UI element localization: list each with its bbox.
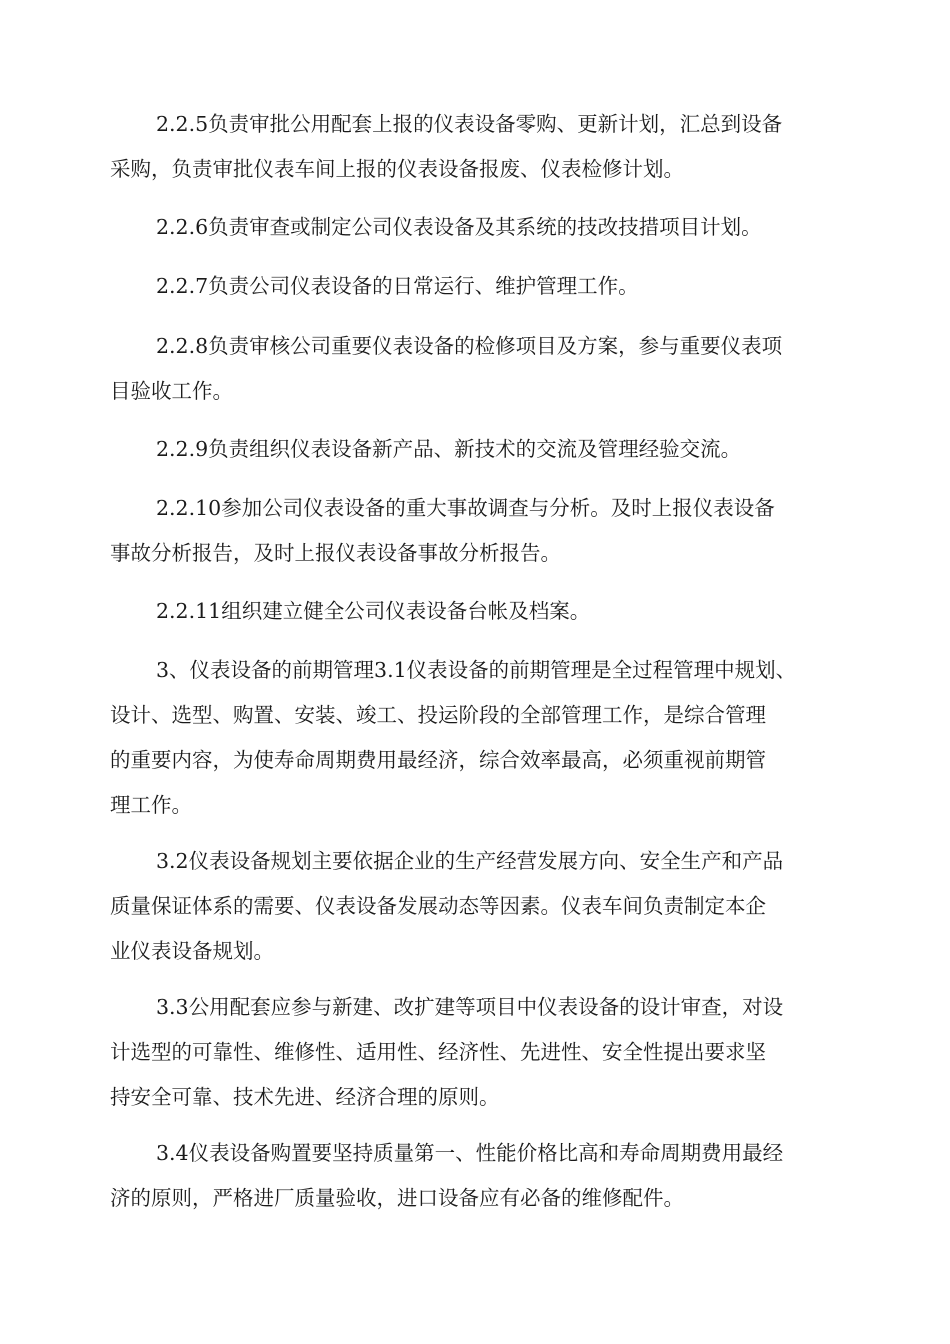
paragraph-2-2-7 [110, 264, 845, 309]
paragraph-line: 2.2.6负责审查或制定公司仪表设备及其系统的技改技措项目计划。 [156, 215, 762, 239]
paragraph-line: 2.2.8负责审核公司重要仪表设备的检修项目及方案，参与重要仪表项 [156, 334, 783, 358]
paragraph-line: 济的原则，严格进厂质量验收，进口设备应有必备的维修配件。 [110, 1186, 684, 1210]
paragraph-line: 质量保证体系的需要、仪表设备发展动态等因素。仪表车间负责制定本企 [110, 894, 766, 918]
paragraph-line: 持安全可靠、技术先进、经济合理的原则。 [110, 1085, 500, 1109]
paragraph-line: 采购，负责审批仪表车间上报的仪表设备报废、仪表检修计划。 [110, 157, 684, 181]
paragraph-line: 3.2仪表设备规划主要依据企业的生产经营发展方向、安全生产和产品 [156, 849, 784, 873]
paragraph-line: 3、仪表设备的前期管理3.1仪表设备的前期管理是全过程管理中规划、 [156, 658, 797, 682]
paragraph-2-2-6 [110, 205, 845, 250]
paragraph-line: 2.2.11组织建立健全公司仪表设备台帐及档案。 [156, 599, 591, 623]
paragraph-line: 理工作。 [110, 793, 192, 817]
paragraph-3-1 [110, 648, 845, 828]
paragraph-2-2-5 [110, 102, 845, 192]
paragraph-2-2-10 [110, 486, 845, 576]
paragraph-line: 2.2.9负责组织仪表设备新产品、新技术的交流及管理经验交流。 [156, 437, 742, 461]
paragraph-line: 3.4仪表设备购置要坚持质量第一、性能价格比高和寿命周期费用最经 [156, 1141, 784, 1165]
paragraph-2-2-9 [110, 427, 845, 472]
paragraph-line: 设计、选型、购置、安装、竣工、投运阶段的全部管理工作，是综合管理 [110, 703, 766, 727]
paragraph-3-2 [110, 839, 845, 974]
paragraph-line: 的重要内容，为使寿命周期费用最经济，综合效率最高，必须重视前期管 [110, 748, 766, 772]
paragraph-line: 2.2.7负责公司仪表设备的日常运行、维护管理工作。 [156, 274, 639, 298]
paragraph-3-3 [110, 985, 845, 1120]
paragraph-3-4 [110, 1131, 845, 1221]
paragraph-line: 2.2.10参加公司仪表设备的重大事故调查与分析。及时上报仪表设备 [156, 496, 775, 520]
paragraph-line: 事故分析报告，及时上报仪表设备事故分析报告。 [110, 541, 561, 565]
paragraph-line: 计选型的可靠性、维修性、适用性、经济性、先进性、安全性提出要求坚 [110, 1040, 766, 1064]
paragraph-line: 目验收工作。 [110, 379, 233, 403]
paragraph-line: 业仪表设备规划。 [110, 939, 274, 963]
paragraph-line: 2.2.5负责审批公用配套上报的仪表设备零购、更新计划，汇总到设备 [156, 112, 783, 136]
paragraph-line: 3.3公用配套应参与新建、改扩建等项目中仪表设备的设计审查，对设 [156, 995, 784, 1019]
paragraph-2-2-8 [110, 324, 845, 414]
paragraph-2-2-11 [110, 589, 845, 634]
